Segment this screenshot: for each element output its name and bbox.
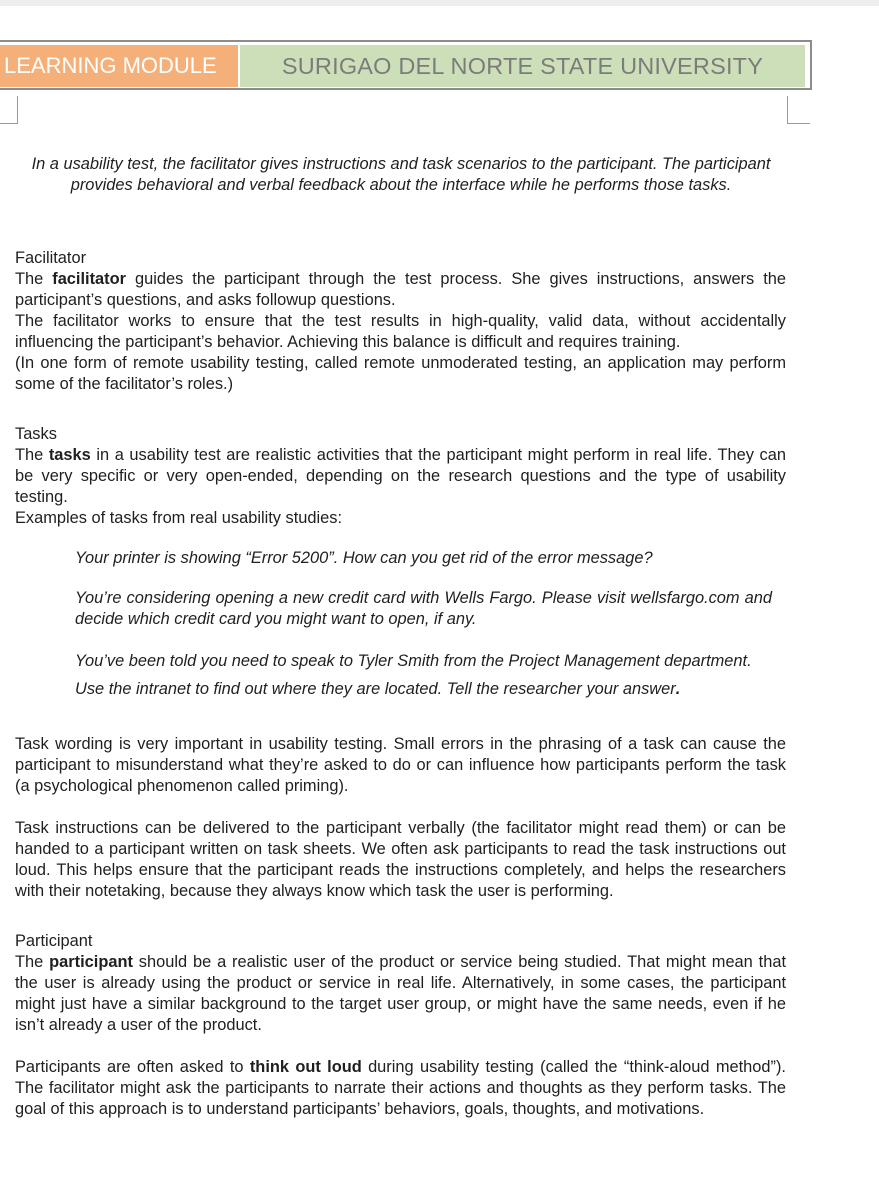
spacer [15, 529, 786, 548]
facilitator-section [15, 248, 786, 395]
tasks-heading: Tasks [15, 425, 57, 443]
spacer [15, 395, 786, 424]
spacer [15, 797, 786, 818]
facilitator-paragraph-2: The facilitator works to ensure that the test results in high-quality, valid data, without accidentally influencing the participant’s behavior. Achieving this balance is difficult and requires training. [15, 312, 786, 351]
participant-heading: Participant [15, 932, 93, 950]
text-run: . [675, 680, 681, 698]
university-name: SURIGAO DEL NORTE STATE UNIVERSITY [240, 45, 805, 87]
participant-paragraph-1 [15, 952, 786, 1036]
task-example-3-line-2 [15, 679, 786, 700]
intro-paragraph: In a usability test, the facilitator gives instructions and task scenarios to the participant. The participant provides behavioral and verbal feedback about the interface while he performs those tasks. [31, 155, 771, 194]
text-run: The [15, 446, 49, 464]
participant-paragraph-2 [15, 1057, 786, 1120]
task-instructions-paragraph: Task instructions can be delivered to the participant verbally (the facilitator might read them) or can be handed to a participant written on task sheets. We often ask participants to read the task instructions out loud. This helps ensure that the participant reads the instructions completely, and helps the researchers with their notetaking, because they always know which task the user is performing. [15, 819, 786, 900]
tasks-paragraph-1 [15, 445, 786, 508]
text-run: The [15, 953, 50, 971]
module-header [0, 40, 812, 90]
facilitator-paragraph-1 [15, 269, 786, 311]
text-run: Participants are often asked to [15, 1058, 250, 1076]
document-body [15, 248, 786, 1120]
task-example-2: You’re considering opening a new credit card with Wells Fargo. Please visit wellsfargo.com and decide which credit card you might want to open, if any. [75, 589, 772, 628]
spacer [15, 902, 786, 931]
tasks-paragraph-2: Examples of tasks from real usability studies: [15, 509, 343, 527]
bold-term-facilitator: facilitator [52, 270, 127, 288]
facilitator-paragraph-3: (In one form of remote usability testing, called remote unmoderated testing, an application may perform some of the facilitator’s roles.) [15, 354, 786, 393]
spacer [15, 569, 786, 588]
top-strip [0, 0, 879, 6]
spacer [15, 1036, 786, 1057]
text-run: The [15, 270, 53, 288]
bold-term-participant: participant [49, 953, 133, 971]
text-run: in a usability test are realistic activities that the participant might perform in real life. They can be very specific or very open-ended, depending on the research questions and the type of usability testing. [15, 446, 786, 506]
spacer [15, 630, 786, 651]
text-run: Use the intranet to find out where they are located. Tell the researcher your answer [75, 680, 676, 698]
task-example-1: Your printer is showing “Error 5200”. How can you get rid of the error message? [75, 549, 653, 567]
corner-mark-right [787, 96, 810, 124]
task-wording-paragraph: Task wording is very important in usability testing. Small errors in the phrasing of a task can cause the participant to misunderstand what they’re asked to do or can influence how participants perform the task (a psychological phenomenon called priming). [15, 735, 786, 795]
text-run: guides the participant through the test process. She gives instructions, answers the participant’s questions, and asks followup questions. [15, 270, 786, 309]
text-run: should be a realistic user of the product or service being studied. That might mean that the user is already using the product or service in real life. Alternatively, in some cases, the participant might just have a similar background to the target user group, or might have the same needs, even if he isn’t already a user of the product. [15, 953, 786, 1034]
participant-section [15, 931, 786, 1120]
bold-term-tasks: tasks [48, 446, 91, 464]
learning-module-label: LEARNING MODULE [0, 45, 238, 87]
tasks-section [15, 424, 786, 902]
corner-mark-left [0, 96, 18, 124]
facilitator-heading: Facilitator [15, 249, 87, 267]
spacer [15, 700, 786, 734]
task-example-3-line-1: You’ve been told you need to speak to Tyler Smith from the Project Management department. [75, 652, 752, 670]
text-run: during usability testing (called the “think-aloud method”). The facilitator might ask the participants to narrate their actions and thoughts as they perform tasks. The goal of this approach is to understand participants’ behaviors, goals, thoughts, and motivations. [15, 1058, 786, 1118]
bold-term-think-out-loud: think out loud [249, 1058, 362, 1076]
